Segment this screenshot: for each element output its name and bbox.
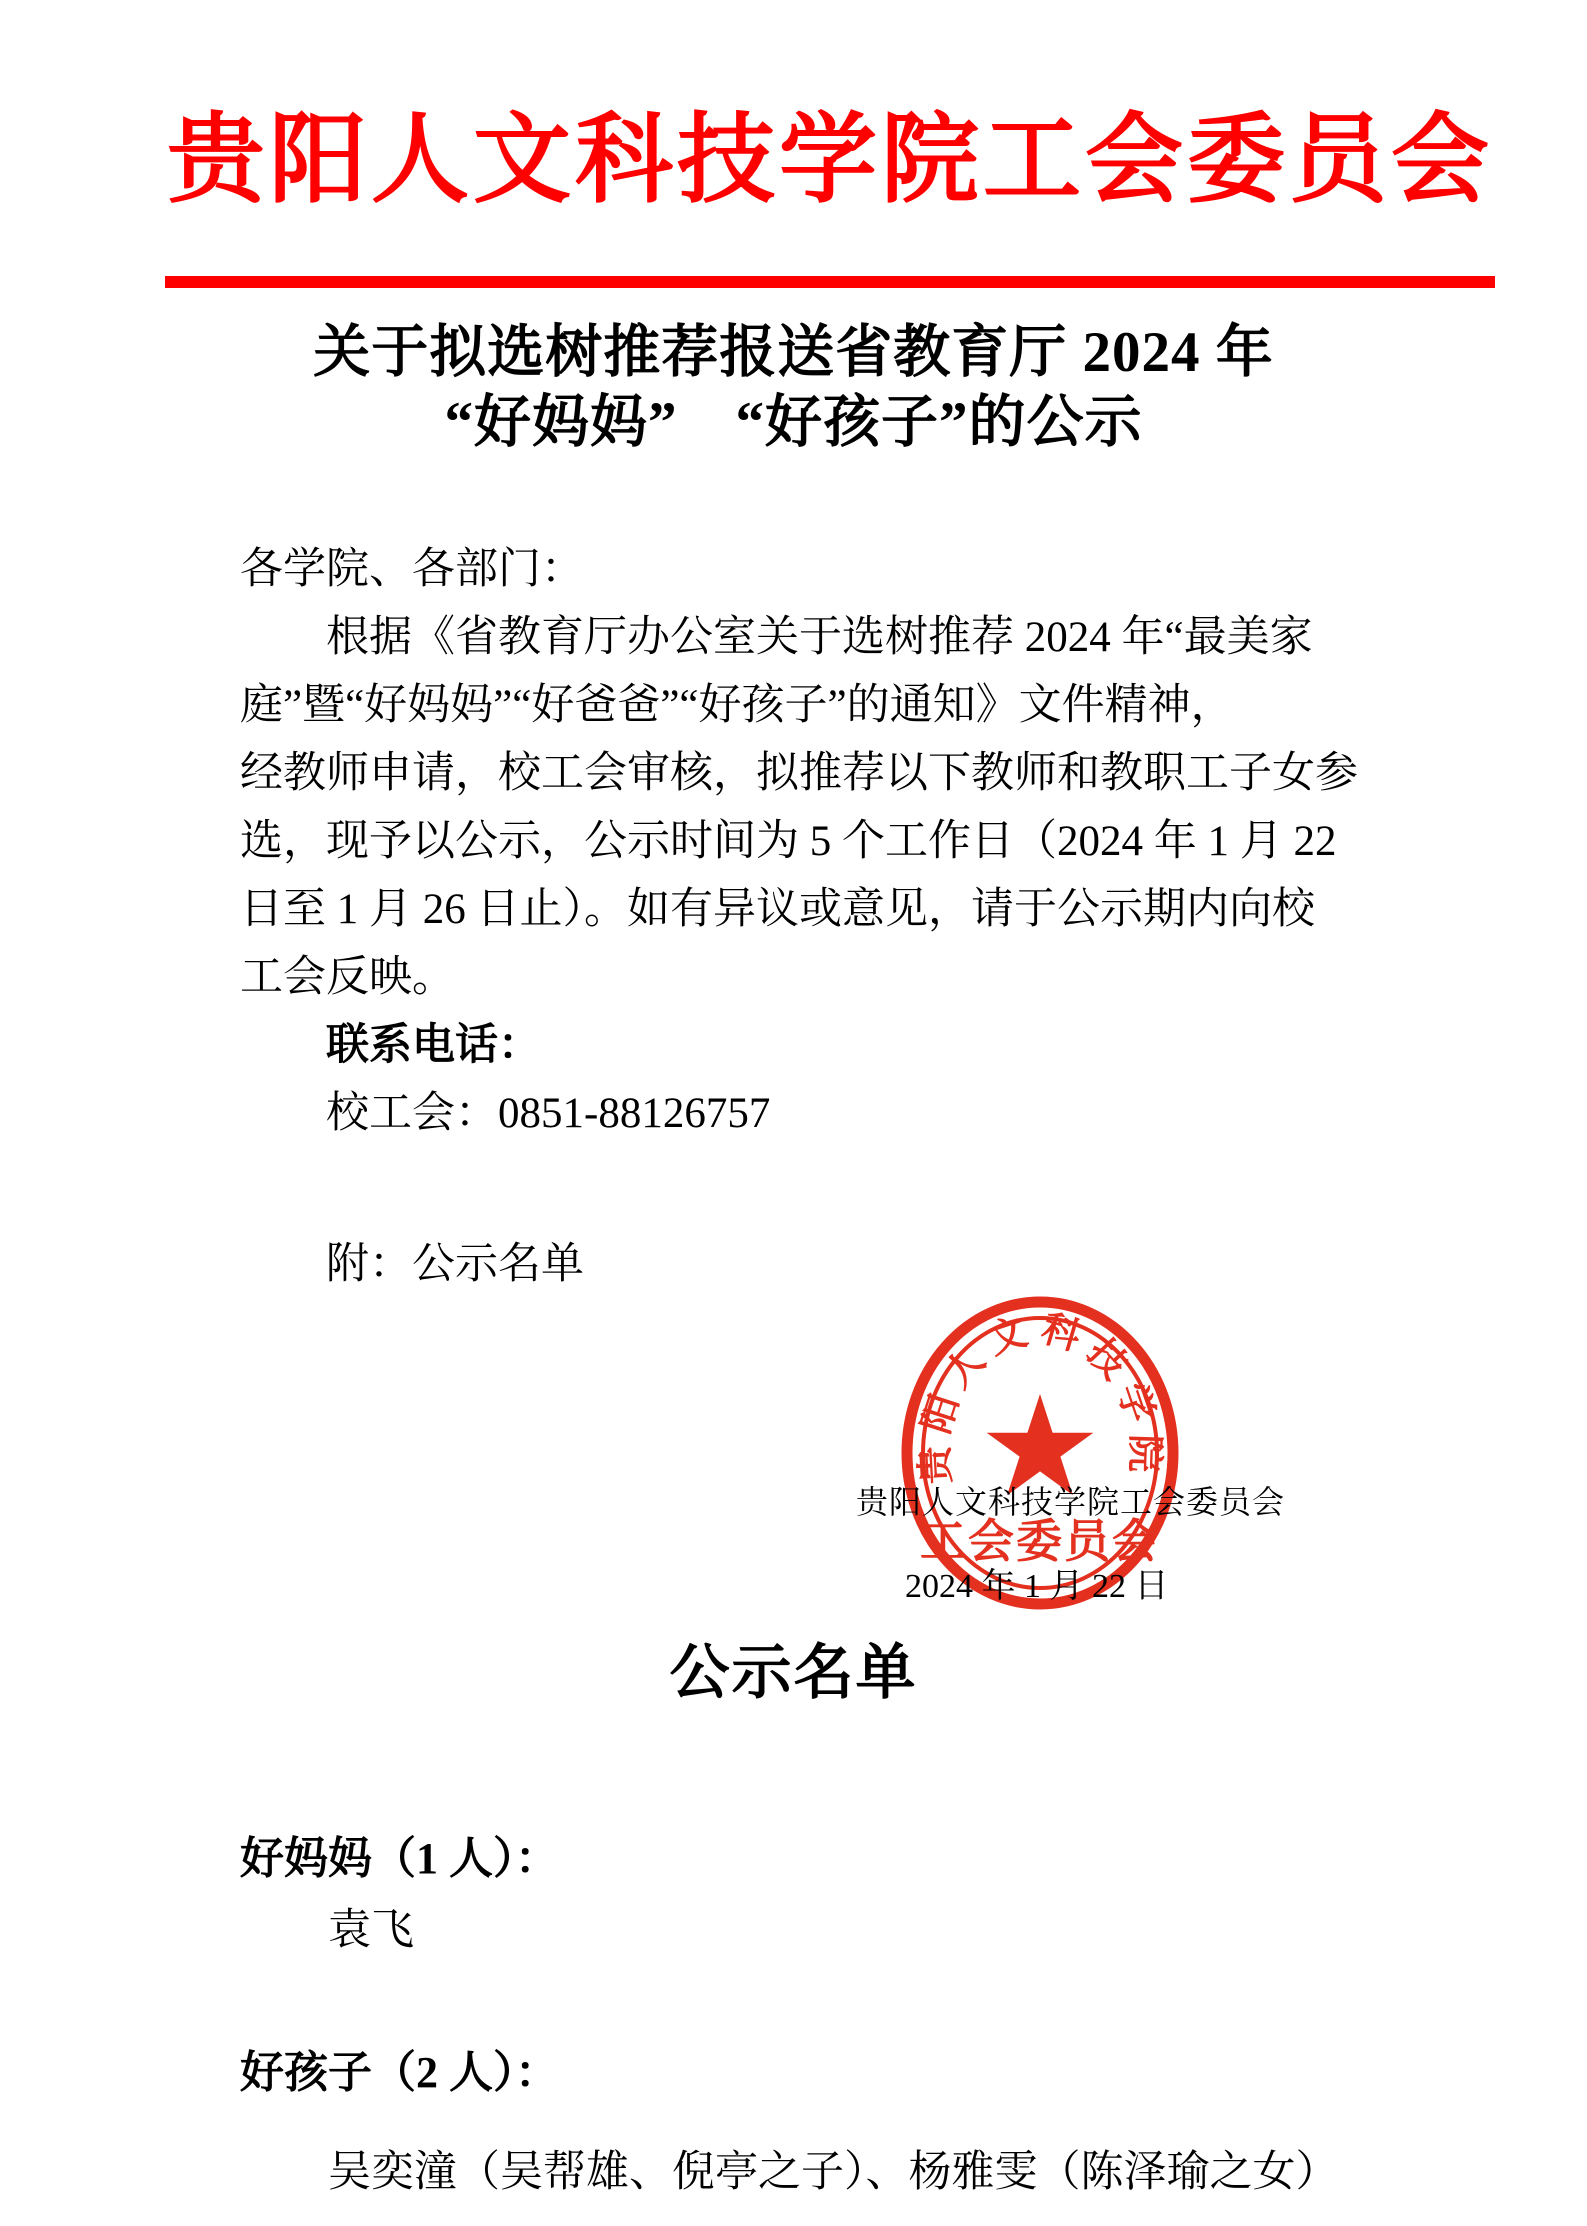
paragraph-line: 工会反映。 [240, 954, 455, 1001]
paragraph-line: 经教师申请，校工会审核，拟推荐以下教师和教职工子女参 [240, 750, 1358, 797]
official-seal [900, 1295, 1180, 1611]
letterhead-org-title: 贵阳人文科技学院工会委员会 [166, 107, 1493, 215]
attachment-note: 附：公示名单 [326, 1241, 584, 1288]
document-title [0, 318, 1587, 458]
paragraph-line: 庭”暨“好妈妈”“好爸爸”“好孩子”的通知》文件精神， [240, 682, 1234, 729]
body-text [240, 536, 1360, 1148]
roster-section-names: 袁飞 [328, 1907, 414, 1954]
star-icon [987, 1394, 1094, 1495]
letterhead-divider [165, 276, 1495, 288]
roster-section-label: 好妈妈（1 人）： [240, 1834, 559, 1883]
roster-heading: 公示名单 [669, 1640, 918, 1706]
roster-section-names: 吴奕潼（吴帮雄、倪亭之子）、杨雅雯（陈泽瑜之女） [328, 2149, 1339, 2196]
contact-phone: 校工会：0851-88126757 [326, 1090, 771, 1137]
paragraph-line: 选，现予以公示，公示时间为 5 个工作日（2024 年 1 月 22 [240, 818, 1337, 865]
document-title-line1: 关于拟选树推荐报送省教育厅 2024 年 [313, 321, 1274, 384]
document-title-line2: “好妈妈” “好孩子”的公示 [444, 391, 1143, 454]
salutation: 各学院、各部门： [240, 546, 584, 593]
paragraph-line: 日至 1 月 26 日止）。如有异议或意见，请于公示期内向校 [240, 886, 1315, 933]
contact-label: 联系电话： [326, 1022, 541, 1069]
signature-date: 2024 年 1 月 22 日 [905, 1568, 1169, 1605]
seal-arc-text: 贵阳人文科技学院 [913, 1307, 1166, 1486]
paragraph-line: 根据《省教育厅办公室关于选树推荐 2024 年“最美家 [326, 614, 1313, 661]
signature-org: 贵阳人文科技学院工会委员会 [856, 1484, 1286, 1520]
seal-bottom-text: 工会委员会 [920, 1516, 1160, 1567]
roster-section-label: 好孩子（2 人）： [240, 2048, 559, 2097]
